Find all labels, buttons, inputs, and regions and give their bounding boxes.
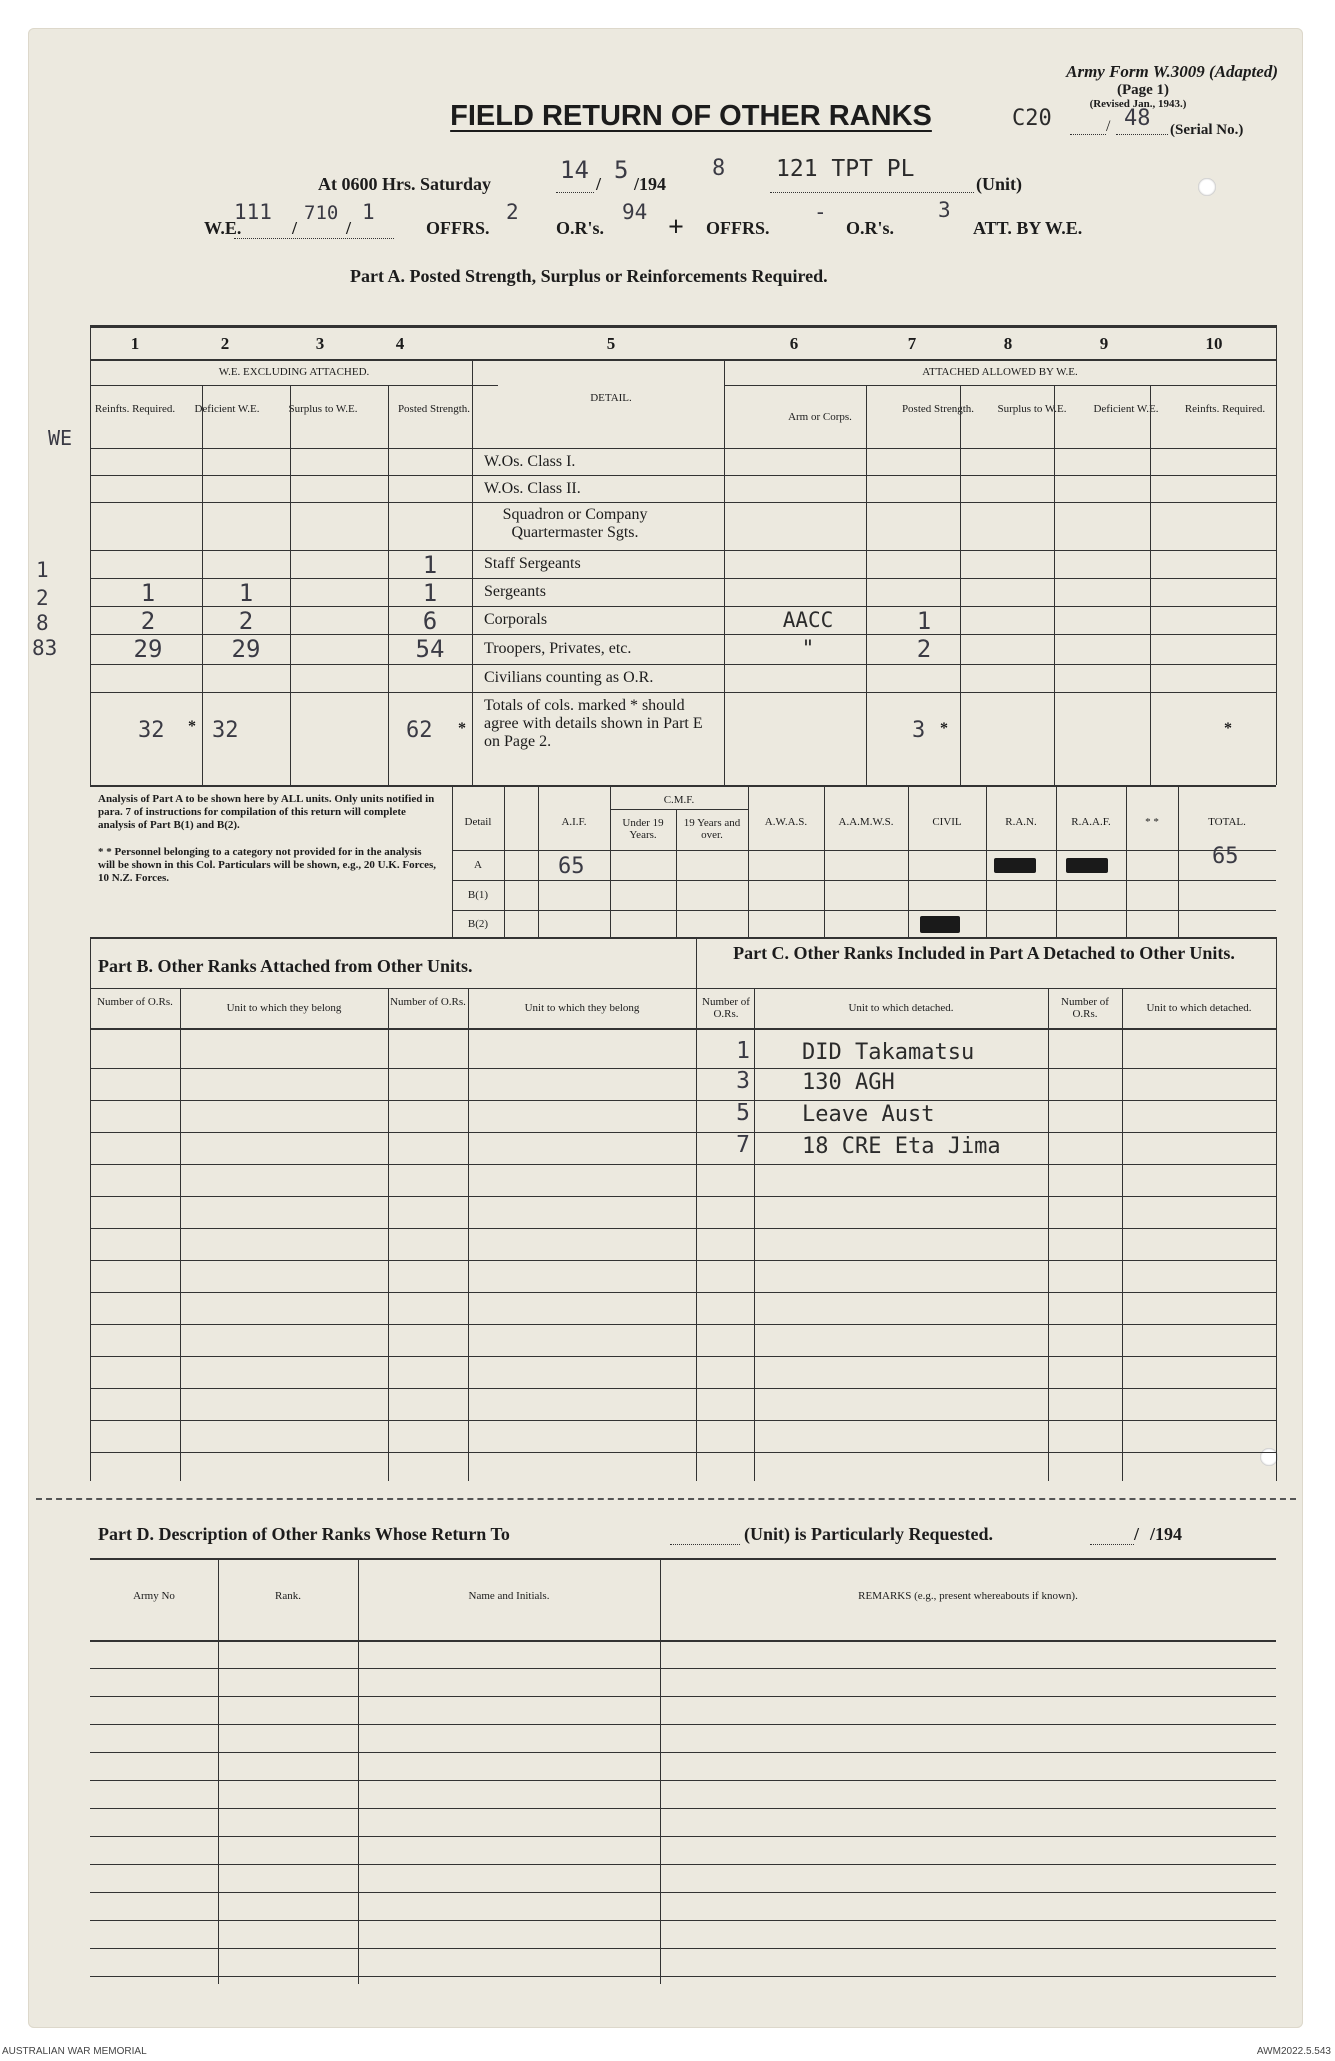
- analysis-row-b2: B(2): [467, 918, 489, 930]
- plus-sign: +: [668, 212, 684, 243]
- detail-corporals: Corporals: [484, 611, 548, 628]
- date-year-prefix: /194: [634, 174, 667, 194]
- col-number: 7: [907, 334, 917, 353]
- analysis-aif-a: 65: [558, 854, 585, 879]
- margin-value: 2: [36, 586, 49, 610]
- deficient-corporals: 2: [238, 607, 254, 635]
- analysis-total-a: 65: [1212, 844, 1239, 869]
- ors2-label: O.R's.: [846, 218, 895, 238]
- serial-prefix: C20: [1012, 106, 1052, 131]
- star: *: [458, 720, 466, 737]
- we-part-c: 1: [362, 200, 375, 224]
- part-d-title: Part D. Description of Other Ranks Whose Return To: [98, 1524, 510, 1544]
- army-form-label: Army Form W.3009 (Adapted): [1066, 62, 1278, 81]
- part-b-number-header: Number of O.Rs.: [97, 996, 173, 1008]
- col-head: Posted Strength.: [397, 403, 471, 415]
- col-head: Deficient W.E.: [194, 403, 260, 415]
- col-head: Arm or Corps.: [788, 411, 852, 423]
- star: *: [940, 720, 948, 737]
- posted-sergeants: 1: [422, 579, 438, 607]
- col-head: Reinfts. Required.: [1184, 403, 1266, 415]
- detail-cqms: Squadron or Company Quartermaster Sgts.: [502, 506, 648, 541]
- group-attached: ATTACHED ALLOWED BY W.E.: [922, 366, 1078, 378]
- total-posted: 62: [406, 718, 433, 743]
- total-reinfts: 32: [138, 718, 165, 743]
- part-b-unit-header: Unit to which they belong: [226, 1002, 342, 1014]
- offrs2-count: -: [814, 200, 827, 224]
- date-day: 14: [560, 156, 589, 184]
- redaction: [920, 916, 960, 933]
- col-head: Deficient W.E.: [1093, 403, 1159, 415]
- detail-totals: Totals of cols. marked * should agree with details shown in Part E on Page 2.: [484, 697, 703, 750]
- part-c-entry-unit: 130 AGH: [802, 1070, 895, 1095]
- col-number: 1: [130, 334, 140, 353]
- posted-troopers: 54: [415, 635, 445, 663]
- ors-count: 94: [622, 200, 648, 224]
- part-c-entry-unit: Leave Aust: [802, 1102, 935, 1127]
- analysis-aamws: A.A.M.W.S.: [838, 816, 894, 828]
- col-head: Surplus to W.E.: [997, 403, 1067, 415]
- part-c-title: Part C. Other Ranks Included in Part A Detached to Other Units.: [733, 943, 1235, 963]
- we-label: W.E.: [204, 218, 242, 238]
- part-b-title: Part B. Other Ranks Attached from Other Units.: [98, 956, 473, 976]
- att-posted-troopers: 2: [916, 635, 932, 663]
- analysis-note-1: Analysis of Part A to be shown here by ALL units. Only units notified in para. 7 of instructions for compilation of this return will complete analysis of Part B(1) and B(2).: [98, 793, 435, 831]
- analysis-civil: CIVIL: [932, 816, 962, 828]
- total-att-posted: 3: [912, 718, 926, 743]
- analysis-awas: A.W.A.S.: [764, 816, 808, 828]
- analysis-other: * *: [1145, 816, 1159, 828]
- detail-wos-class-1: W.Os. Class I.: [484, 453, 576, 470]
- col-number: 9: [1099, 334, 1109, 353]
- redaction: [1066, 858, 1108, 873]
- part-d-remarks-header: REMARKS (e.g., present whereabouts if known).: [858, 1590, 1078, 1602]
- revised-label: (Revised Jan., 1943.): [1089, 98, 1187, 110]
- margin-value: 8: [36, 611, 49, 635]
- star: *: [1224, 720, 1232, 737]
- redaction: [994, 858, 1036, 873]
- analysis-raaf: R.A.A.F.: [1071, 816, 1111, 828]
- analysis-note-2: * * Personnel belonging to a category not provided for in the analysis will be shown in this Col. Particulars will be shown, e.g., 20 U.K. Forces, 10 N.Z. Forces.: [98, 846, 437, 884]
- we-part-b: 710: [304, 202, 339, 224]
- posted-corporals: 6: [422, 607, 438, 635]
- part-c-entry-unit: 18 CRE Eta Jima: [802, 1134, 1001, 1159]
- part-c-number-header: Number of O.Rs.: [702, 996, 750, 1020]
- col-head: Posted Strength.: [901, 403, 975, 415]
- arm-corps-corporals: AACC: [782, 608, 834, 632]
- col-number: 5: [606, 334, 616, 353]
- reinfts-sergeants: 1: [140, 579, 156, 607]
- analysis-detail-header: Detail: [464, 816, 492, 828]
- footer-credit: AUSTRALIAN WAR MEMORIAL: [2, 2046, 147, 2057]
- detail-troopers: Troopers, Privates, etc.: [484, 640, 632, 657]
- offrs2-label: OFFRS.: [706, 218, 770, 238]
- deficient-sergeants: 1: [238, 579, 254, 607]
- analysis-under19: Under 19 Years.: [622, 817, 664, 841]
- detail-wos-class-2: W.Os. Class II.: [484, 480, 581, 497]
- analysis-cmf-header: C.M.F.: [663, 794, 695, 806]
- part-c-unit2-header: Unit to which detached.: [1146, 1002, 1252, 1014]
- part-d-army-no-header: Army No: [133, 1590, 175, 1602]
- detail-sergeants: Sergeants: [484, 583, 546, 600]
- serial-number: 48: [1124, 106, 1151, 131]
- part-c-entry-number: 1: [736, 1038, 750, 1064]
- detail-civilians: Civilians counting as O.R.: [484, 669, 654, 686]
- offrs-label: OFFRS.: [426, 218, 490, 238]
- part-b-number2-header: Number of O.Rs.: [390, 996, 466, 1008]
- col-number: 10: [1205, 334, 1223, 353]
- col-number: 2: [220, 334, 230, 353]
- analysis-aif-header: A.I.F.: [561, 816, 587, 828]
- margin-value: 83: [32, 636, 58, 660]
- analysis-ran: R.A.N.: [1005, 816, 1037, 828]
- part-c-number2-header: Number of O.Rs.: [1061, 996, 1109, 1020]
- at-time-label: At 0600 Hrs. Saturday: [318, 174, 492, 194]
- margin-value: 1: [36, 558, 49, 582]
- analysis-total: TOTAL.: [1208, 816, 1246, 828]
- reinfts-corporals: 2: [140, 607, 156, 635]
- part-c-unit-header: Unit to which detached.: [848, 1002, 954, 1014]
- part-b-unit2-header: Unit to which they belong: [524, 1002, 640, 1014]
- part-d-unit-label: (Unit) is Particularly Requested.: [744, 1524, 993, 1544]
- att-posted-corporals: 1: [916, 607, 932, 635]
- part-d-rank-header: Rank.: [275, 1590, 301, 1602]
- part-c-entry-number: 5: [736, 1100, 750, 1126]
- col-number: 3: [315, 334, 325, 353]
- we-part-a: 111: [234, 200, 272, 224]
- detail-header: DETAIL.: [590, 392, 632, 404]
- part-c-entry-number: 3: [736, 1068, 750, 1094]
- ors-label: O.R's.: [556, 218, 605, 238]
- part-c-entry-unit: DID Takamatsu: [802, 1040, 975, 1065]
- col-head: Reinfts. Required.: [94, 403, 176, 415]
- analysis-row-b1: B(1): [467, 889, 489, 901]
- posted-strength-staff-sgt: 1: [422, 551, 438, 579]
- part-d-date: /194: [1150, 1524, 1183, 1544]
- margin-we: WE: [48, 426, 73, 450]
- part-c-entry-number: 7: [736, 1132, 750, 1158]
- form-title: FIELD RETURN OF OTHER RANKS: [450, 100, 932, 132]
- reinfts-troopers: 29: [133, 635, 163, 663]
- tear-line: [36, 1498, 1296, 1500]
- footer-accession: AWM2022.5.543: [1256, 2046, 1331, 2057]
- star: *: [188, 718, 196, 735]
- offrs-count: 2: [506, 200, 519, 224]
- unit-label: (Unit): [976, 174, 1022, 194]
- col-number: 6: [789, 334, 799, 353]
- serial-label: (Serial No.): [1170, 122, 1244, 138]
- deficient-troopers: 29: [231, 635, 261, 663]
- part-a-title: Part A. Posted Strength, Surplus or Reinforcements Required.: [350, 266, 828, 286]
- analysis-over19: 19 Years and over.: [683, 817, 741, 841]
- ors2-count: 3: [938, 198, 951, 222]
- punch-hole: [1198, 178, 1216, 196]
- analysis-row-a: A: [474, 859, 482, 871]
- arm-corps-troopers: ": [801, 636, 815, 660]
- att-label: ATT. BY W.E.: [973, 218, 1083, 238]
- page-label: (Page 1): [1116, 82, 1170, 98]
- col-number: 4: [395, 334, 405, 353]
- date-month: 5: [614, 156, 629, 184]
- total-deficient: 32: [212, 718, 239, 743]
- col-head: Surplus to W.E.: [288, 403, 358, 415]
- detail-staff-sergeants: Staff Sergeants: [484, 555, 581, 572]
- date-year-digit: 8: [712, 156, 726, 181]
- group-we-excluding: W.E. EXCLUDING ATTACHED.: [218, 366, 370, 378]
- form-paper: Army Form W.3009 (Adapted) (Page 1) (Revised Jan., 1943.) C20 / 48 (Serial No.) FIELD RETURN OF OTHER RANKS At 0600 Hrs. Saturday 14 / 5 /194 8 121 TPT PL (Unit) W.E. 111 / 710 / 1 OFFRS. 2 O.R's. 94 + OFFRS. - O.R's. 3 ATT. BY W.E. Part A. Posted Strength, Surplus or Reinforcements Required. 1 2 3 4 5 6 7 8 9 10 W.E. EXCLUDING ATTACHED. ATTACHED ALLOWED BY W.E. DETAIL. Reinfts. Required. Deficient W.E. Surplus to W.E. Posted Strength. Arm or Corps. Posted Strength. Surplus to W.E. Deficient W.E. Reinfts. Required. WE W.Os. Class I. W.Os. Class II. Squadron or Company Quartermaster Sgts. Staff Sergeants Sergeants Corporals Troopers, Privates, etc. Civilians counting as O.R. Totals of cols. marked * should agree with details shown in Part E on Page 2. 1 2 8 83 1 1 1 1 2 2 6 AACC 1 29 29 54 " 2 32 * 32 62 * 3 * * Analysis of Part A to be shown here by ALL units. Only units notified in para. 7 of instructions for compilation of this return will complete analysis of Part B(1) and B(2). * * Personnel belonging to a category not provided for in the analysis will be shown in this Col. Particulars will be shown, e.g., 20 U.K. Forces, 10 N.Z. Forces. Detail A.I.F. C.M.F. Under 19 Years. 19 Years and over. A.W.A.S. A.A.M.W.S. CIVIL R.A.N. R.A.A.F. * * TOTAL. A B(1) B(2) 65 65 Part B. Other Ranks Attached from Other Units. Part C. Other Ranks Included in Part A Detached to Other Units. Number of O.Rs. Unit to which they belong Number of O.Rs. Unit to which they belong Number of O.Rs. Unit to which detached. Number of O.Rs. Unit to which detached. 1 DID Takamatsu 3 130 AGH 5 Leave Aust 7 18 CRE Eta Jima Part D. Description of Other Ranks Whose Return To (Unit) is Particularly Requested. / /194 Army No Rank. Name and Initials. REMARKS (e.g., present whereabouts if known).: [28, 28, 1303, 2028]
- part-d-name-header: Name and Initials.: [468, 1590, 550, 1602]
- unit-name: 121 TPT PL: [776, 156, 915, 182]
- col-number: 8: [1003, 334, 1013, 353]
